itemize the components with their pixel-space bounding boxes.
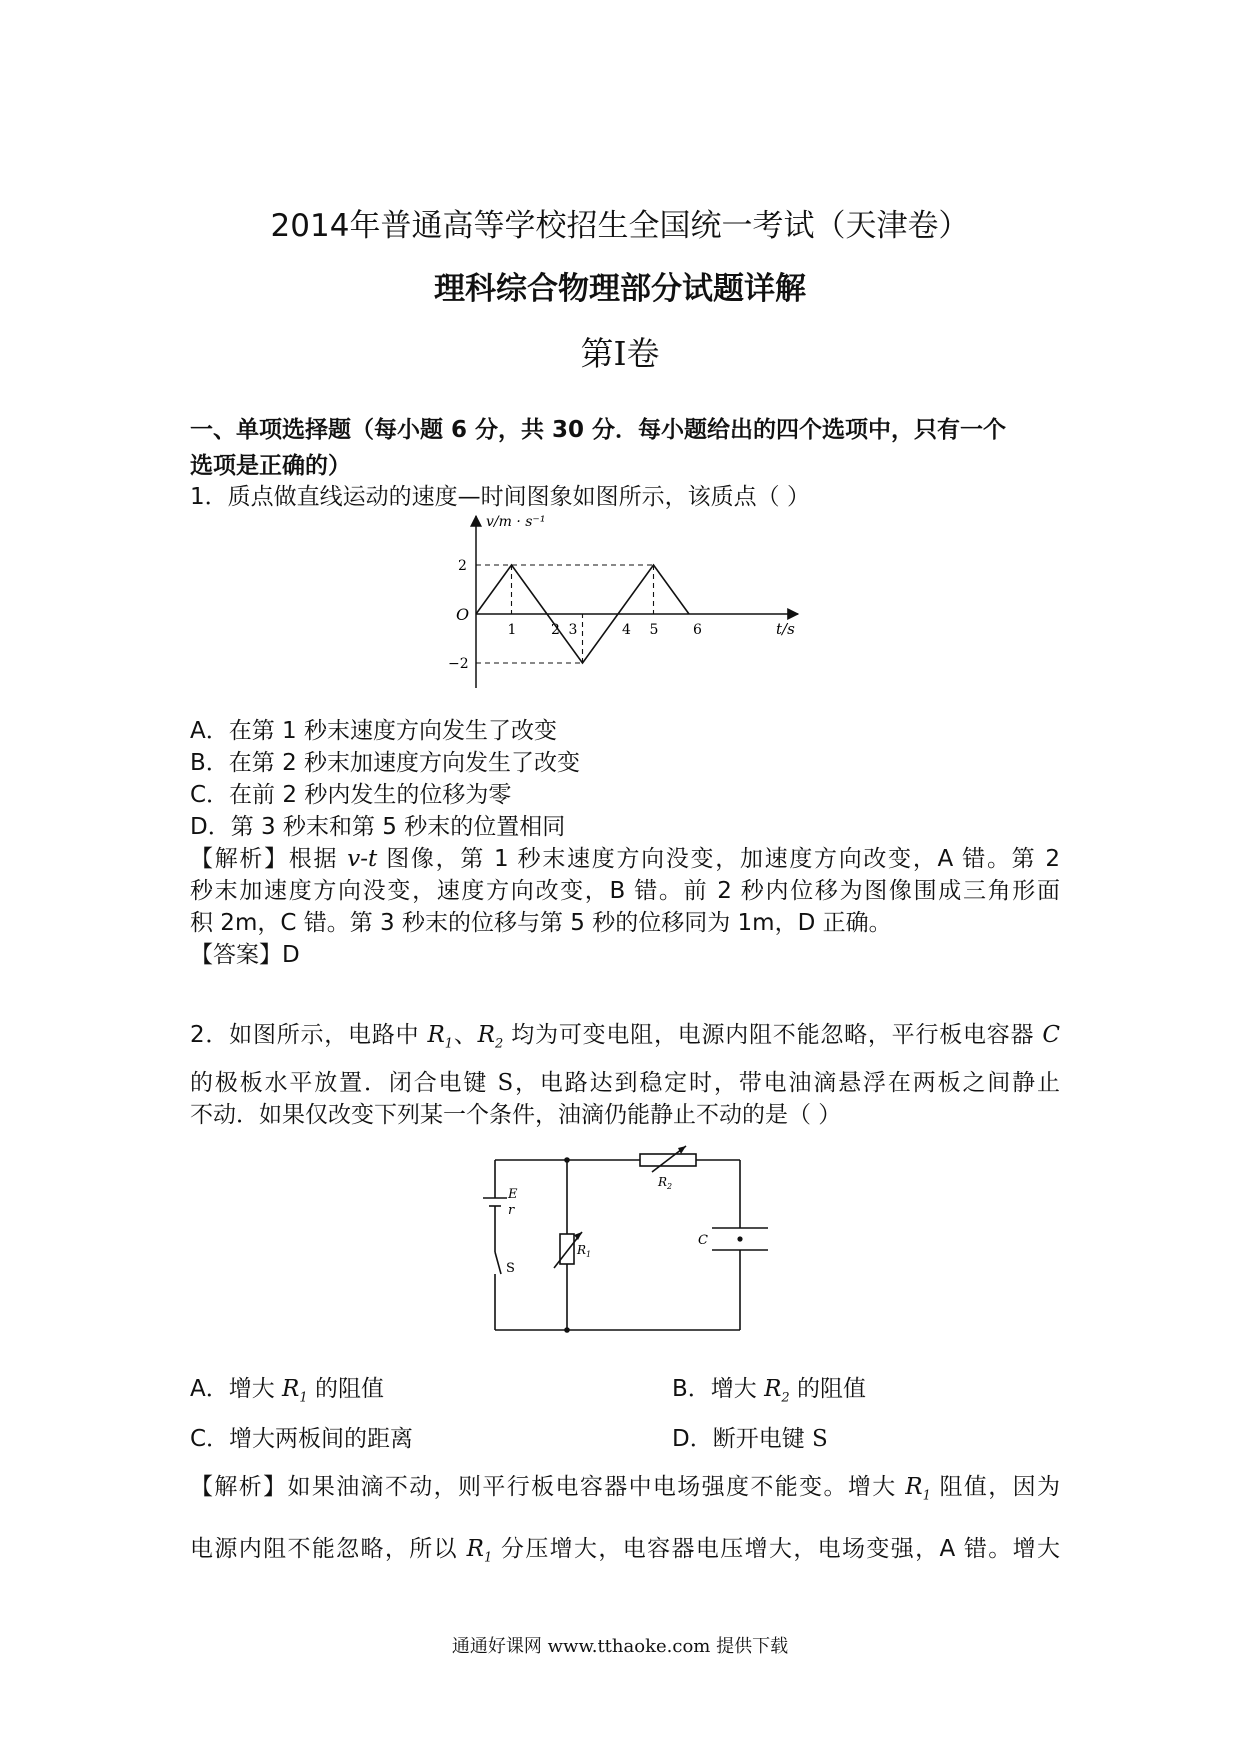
- x-tick-label: 4: [622, 622, 631, 638]
- volume-label: 第Ⅰ卷: [580, 334, 660, 373]
- separator: 、: [453, 1022, 478, 1048]
- x-tick-label: 3: [568, 622, 578, 638]
- q2-stem-line3: 不动．如果仅改变下列某一个条件，油滴仍能静止不动的是（ ）: [190, 1102, 842, 1128]
- vt-graph: [440, 510, 810, 690]
- q1-stem: 1．质点做直线运动的速度—时间图象如图所示，该质点（ ）: [190, 484, 810, 510]
- q1-answer: 【答案】D: [190, 942, 300, 968]
- q2-line2-text-2: ，电路达到稳定时，带电油滴悬浮在两板之间静止: [513, 1070, 1061, 1096]
- page-footer: 通通好课网 www.tthaoke.com 提供下载: [451, 1636, 789, 1657]
- x-axis-label: t/s: [776, 620, 795, 638]
- q1-analysis-line2: 秒末加速度方向没变，速度方向改变，B 错。前 2 秒内位移为图像围成三角形面: [190, 878, 1060, 904]
- q2-stem-text-2: 均为可变电阻，电源内阻不能忽略，平行板电容器: [503, 1022, 1043, 1048]
- r1-symbol: $R_1$: [466, 1536, 493, 1566]
- switch-label: S: [506, 1261, 515, 1276]
- q1-option-d: D．第 3 秒末和第 5 秒末的位置相同: [190, 814, 566, 840]
- y-tick-label: −2: [448, 656, 469, 672]
- q2-option-c: C．增大两板间的距离: [190, 1426, 414, 1452]
- analysis-line1-rest: 图像，第 1 秒末速度方向没变，加速度方向改变，A 错。第 2: [377, 846, 1061, 872]
- x-tick-label: 1: [507, 622, 517, 638]
- tick-labels: [448, 558, 702, 672]
- section-heading-line1: 一、单项选择题（每小题 6 分，共 30 分．每小题给出的四个选项中，只有一个: [190, 417, 1007, 443]
- q1-analysis-line3: 积 2m，C 错。第 3 秒末的位移与第 5 秒的位移同为 1m，D 正确。: [190, 910, 892, 936]
- exam-title: 2014年普通高等学校招生全国统一考试（天津卷）: [270, 208, 970, 244]
- vt-term: v-t: [347, 846, 378, 872]
- circuit-diagram: [470, 1140, 770, 1340]
- r2-symbol: $R_2$: [764, 1376, 790, 1406]
- r2-label: $R_2$: [658, 1175, 673, 1191]
- analysis-prefix: 【解析】根据: [190, 846, 348, 872]
- y-tick-label: 2: [458, 558, 467, 574]
- origin-label: O: [456, 605, 470, 624]
- q2-option-b: B．增大 $R_2$ 的阻值: [672, 1376, 867, 1406]
- x-tick-label: 2: [551, 622, 560, 638]
- section-heading: [190, 412, 1070, 484]
- r1-symbol: $R_1$: [905, 1474, 931, 1504]
- oil-droplet: [737, 1236, 742, 1241]
- q2-stem-text: 2．如图所示，电路中: [190, 1022, 428, 1048]
- q2-option-d: D．断开电键 S: [672, 1426, 828, 1452]
- switch-symbol: S: [497, 1070, 514, 1096]
- capacitor-label: C: [698, 1233, 708, 1248]
- r1-label: $R_1$: [577, 1243, 592, 1259]
- q1-analysis-line1: [190, 840, 1060, 873]
- q1-option-b: B．在第 2 秒末加速度方向发生了改变: [190, 750, 581, 776]
- capacitor-symbol: C: [1042, 1022, 1060, 1048]
- section-heading-line2: 选项是正确的）: [190, 453, 351, 479]
- q1-option-a: A．在第 1 秒末速度方向发生了改变: [190, 718, 557, 744]
- internal-resistance-label: r: [508, 1203, 515, 1218]
- r2-symbol: $R_2$: [477, 1022, 504, 1052]
- q2-line2-text: 的极板水平放置．闭合电键: [190, 1070, 498, 1096]
- x-tick-label: 5: [649, 622, 659, 638]
- emf-label: E: [508, 1187, 518, 1202]
- q1-option-c: C．在前 2 秒内发生的位移为零: [190, 782, 512, 808]
- junction-top: [564, 1157, 570, 1163]
- q2-stem-line2: [190, 1064, 1060, 1097]
- q2-analysis-line2: 电源内阻不能忽略，所以 $R_1$ 分压增大，电容器电压增大，电场变强，A 错。增大: [190, 1536, 1060, 1566]
- exam-subtitle: 理科综合物理部分试题详解: [434, 271, 806, 307]
- r1-symbol: $R_1$: [427, 1022, 454, 1052]
- q2-option-a: A．增大 $R_1$ 的阻值: [190, 1376, 384, 1406]
- q2-analysis-line1: 【解析】如果油滴不动，则平行板电容器中电场强度不能变。增大 $R_1$ 阻值，因为: [190, 1474, 1061, 1504]
- q2-stem-line1: [190, 1016, 1060, 1052]
- junction-bottom: [564, 1327, 570, 1333]
- r1-symbol: $R_1$: [282, 1376, 308, 1406]
- y-axis-label: v/m · s⁻¹: [486, 514, 546, 530]
- x-tick-label: 6: [693, 622, 702, 638]
